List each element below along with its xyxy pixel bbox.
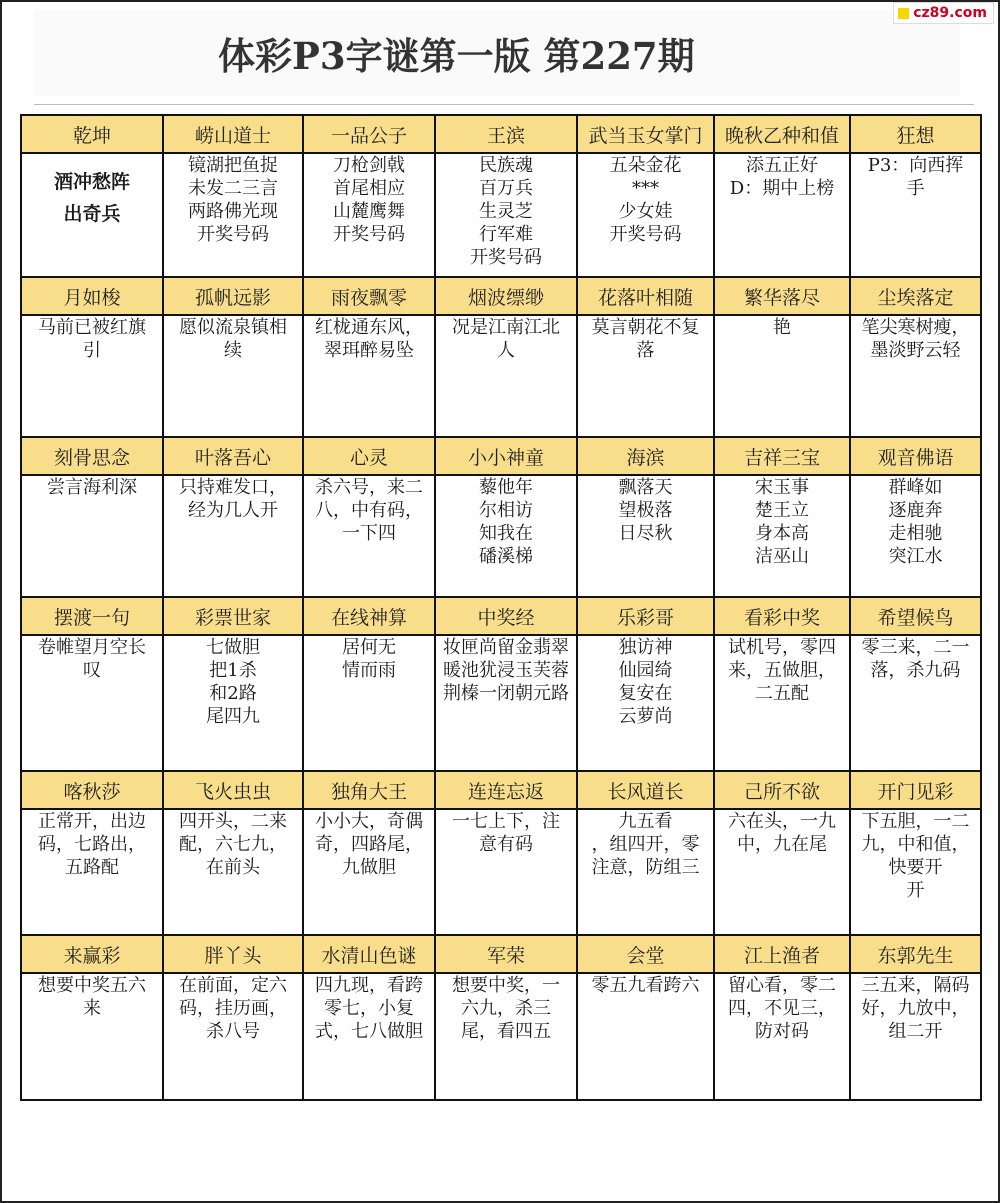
riddle-line: 未发二三言 [188, 178, 278, 199]
riddle-line: 配，六七九， [179, 834, 287, 855]
author-header: 军荣 [435, 935, 577, 973]
riddle-line: 少女娃 [618, 201, 673, 222]
riddle-line: 卷帷望月空长 [38, 637, 146, 658]
riddle-line: 妆匣尚留金翡翠 [443, 637, 569, 658]
riddle-line: 走相驰 [888, 523, 943, 544]
riddle-line: 愿似流泉镇相 [179, 317, 287, 338]
riddle-line: 零三来，二一 [861, 637, 970, 658]
riddle-cell [303, 809, 435, 935]
author-header: 崂山道士 [163, 115, 303, 153]
riddle-line: 九做胆 [342, 857, 396, 878]
header-row [21, 935, 981, 973]
riddle-line: 藜他年 [479, 477, 533, 498]
riddle-line: 百万兵 [479, 178, 533, 199]
riddle-line: 民族魂 [479, 155, 533, 176]
riddle-line: *** [632, 178, 659, 199]
riddle-line: 在前面，定六 [179, 975, 287, 996]
riddle-line: 小小大，奇偶 [315, 811, 423, 832]
riddle-line: 生灵芝 [479, 201, 533, 222]
watermark-text: cz89.com [913, 5, 987, 21]
riddle-line: 八，中有码， [315, 500, 423, 521]
riddle-cell [163, 635, 303, 771]
riddle-line: 式，七八做胆 [315, 1021, 423, 1042]
riddle-line: 想要中奖，一 [452, 975, 560, 996]
page-title: 体彩P3字谜第一版 第227期 [218, 34, 695, 78]
author-header: 雨夜飘零 [303, 277, 435, 315]
riddle-line: 正常开，出边 [38, 811, 146, 832]
riddle-line: 宋玉事 [755, 477, 809, 498]
header-row [21, 597, 981, 635]
riddle-cell [577, 809, 714, 935]
riddle-cell [163, 315, 303, 437]
riddle-line: 翠珥醉易坠 [324, 340, 414, 361]
author-header: 小小神童 [435, 437, 577, 475]
riddle-line: 快要开 [888, 857, 943, 878]
riddle-line: 注意，防组三 [591, 857, 700, 878]
riddle-cell [21, 153, 163, 277]
riddle-cell [714, 475, 850, 597]
riddle-line: 六九，杀三 [461, 998, 551, 1019]
riddle-line: P3：向西挥 [867, 155, 964, 176]
riddle-cell [435, 809, 577, 935]
riddle-cell [850, 635, 981, 771]
riddle-line: 四九现，看跨 [315, 975, 423, 996]
author-header: 水清山色谜 [303, 935, 435, 973]
header-row [21, 115, 981, 153]
riddle-line: 独访神 [618, 637, 673, 658]
author-header: 晚秋乙种和值 [714, 115, 850, 153]
riddle-line: 好，九放中， [861, 998, 970, 1019]
riddle-line: 艳 [773, 317, 791, 338]
riddle-line: 墨淡野云轻 [870, 340, 961, 361]
riddle-cell [577, 973, 714, 1100]
riddle-line: 三五来，隔码 [861, 975, 970, 996]
riddle-cell [714, 315, 850, 437]
riddle-line: 码，七路出， [38, 834, 146, 855]
riddle-line: 尔相访 [479, 500, 533, 521]
riddle-line: 况是江南江北 [452, 317, 560, 338]
riddle-line: 笔尖寒树瘦， [861, 317, 970, 338]
author-header: 在线神算 [303, 597, 435, 635]
riddle-cell [435, 153, 577, 277]
riddle-line: 零五九看跨六 [591, 975, 700, 996]
riddle-cell [850, 973, 981, 1100]
riddle-cell [303, 315, 435, 437]
riddle-line: 一七上下，注 [452, 811, 560, 832]
author-header: 武当玉女掌门 [577, 115, 714, 153]
author-header: 狂想 [850, 115, 981, 153]
riddle-line: 一下四 [342, 523, 396, 544]
riddle-cell [163, 153, 303, 277]
riddle-line: 仙园绮 [618, 660, 673, 681]
riddle-table [20, 114, 982, 1101]
riddle-line: 首尾相应 [333, 178, 405, 199]
riddle-line: 居何无 [342, 637, 396, 658]
author-header: 刻骨思念 [21, 437, 163, 475]
riddle-line: 九，中和值， [861, 834, 970, 855]
author-header: 摆渡一句 [21, 597, 163, 635]
riddle-line: 五路配 [65, 857, 119, 878]
riddle-line: 人 [497, 340, 515, 361]
riddle-row [21, 153, 981, 277]
author-header: 吉祥三宝 [714, 437, 850, 475]
riddle-line: 七做胆 [206, 637, 260, 658]
riddle-line: 想要中奖五六 [38, 975, 146, 996]
riddle-line: 在前头 [206, 857, 260, 878]
riddle-line: 留心看，零二 [728, 975, 836, 996]
riddle-line: 六在头，一九 [728, 811, 836, 832]
author-header: 烟波缥缈 [435, 277, 577, 315]
riddle-line: 情而雨 [342, 660, 396, 681]
riddle-cell [303, 153, 435, 277]
author-header: 长风道长 [577, 771, 714, 809]
riddle-line: 五朵金花 [609, 155, 682, 176]
author-header: 喀秋莎 [21, 771, 163, 809]
author-header: 来赢彩 [21, 935, 163, 973]
riddle-cell [850, 809, 981, 935]
riddle-line: 尾四九 [206, 706, 260, 727]
header-row [21, 277, 981, 315]
logo-square-icon [898, 8, 909, 19]
riddle-cell [714, 973, 850, 1100]
riddle-line: 添五正好 [746, 155, 818, 176]
riddle-line: 引 [83, 340, 101, 361]
riddle-line: 来，五做胆， [728, 660, 836, 681]
author-header: 花落叶相随 [577, 277, 714, 315]
riddle-line: 知我在 [479, 523, 533, 544]
riddle-line: 落，杀九码 [870, 660, 961, 681]
riddle-line: 磻溪梯 [479, 546, 533, 567]
author-header: 观音佛语 [850, 437, 981, 475]
riddle-line: 开奖号码 [197, 224, 269, 245]
riddle-cell [850, 153, 981, 277]
author-header: 希望候鸟 [850, 597, 981, 635]
riddle-cell [163, 475, 303, 597]
riddle-line: 楚王立 [755, 500, 809, 521]
riddle-cell [577, 635, 714, 771]
riddle-cell [163, 809, 303, 935]
riddle-line: 身本高 [755, 523, 809, 544]
riddle-cell [435, 635, 577, 771]
riddle-line: 逐鹿奔 [888, 500, 943, 521]
riddle-cell [714, 635, 850, 771]
author-header: 独角大王 [303, 771, 435, 809]
riddle-cell [714, 809, 850, 935]
riddle-line: 续 [224, 340, 242, 361]
author-header: 中奖经 [435, 597, 577, 635]
riddle-cell [21, 809, 163, 935]
riddle-line: ，组四开，零 [591, 834, 700, 855]
riddle-cell [21, 315, 163, 437]
riddle-cell [435, 475, 577, 597]
riddle-line: 莫言朝花不复 [591, 317, 700, 338]
riddle-cell [577, 315, 714, 437]
riddle-line: 下五胆，一二 [861, 811, 970, 832]
author-header: 开门见彩 [850, 771, 981, 809]
riddle-row [21, 475, 981, 597]
author-header: 叶落吾心 [163, 437, 303, 475]
riddle-line: 开奖号码 [333, 224, 405, 245]
riddle-line: 落 [636, 340, 655, 361]
riddle-line: 复安在 [618, 683, 673, 704]
riddle-line: 二五配 [755, 683, 809, 704]
riddle-line: 酒冲愁阵 [53, 171, 130, 193]
author-header: 己所不欲 [714, 771, 850, 809]
riddle-line: 开奖号码 [470, 247, 542, 268]
header-row [21, 437, 981, 475]
riddle-line: 望极落 [618, 500, 673, 521]
riddle-line: 两路佛光现 [188, 201, 278, 222]
riddle-cell [435, 315, 577, 437]
riddle-line: 只持难发口， [179, 477, 287, 498]
riddle-cell [714, 153, 850, 277]
author-header: 乐彩哥 [577, 597, 714, 635]
author-header: 王滨 [435, 115, 577, 153]
site-watermark[interactable] [893, 2, 994, 24]
riddle-row [21, 973, 981, 1100]
riddle-line: 经为几人开 [188, 500, 278, 521]
author-header: 海滨 [577, 437, 714, 475]
riddle-line: 洁巫山 [755, 546, 809, 567]
riddle-cell [163, 973, 303, 1100]
riddle-line: 开 [906, 880, 925, 901]
header-row [21, 771, 981, 809]
author-header: 彩票世家 [163, 597, 303, 635]
riddle-line: 暖池犹浸玉芙蓉 [443, 660, 569, 681]
riddle-line: D：期中上榜 [729, 178, 835, 199]
riddle-cell [435, 973, 577, 1100]
riddle-line: 叹 [83, 660, 101, 681]
riddle-line: 码，挂历画， [179, 998, 287, 1019]
riddle-cell [850, 315, 981, 437]
riddle-line: 来 [83, 998, 101, 1019]
riddle-cell [303, 973, 435, 1100]
riddle-cell [303, 475, 435, 597]
riddle-line: 荆榛一闭朝元路 [443, 683, 569, 704]
riddle-line: 飘落天 [618, 477, 673, 498]
riddle-line: 尝言海利深 [47, 477, 137, 498]
riddle-line: 杀八号 [206, 1021, 260, 1042]
riddle-line: 行军难 [479, 224, 533, 245]
riddle-line: 镜湖把鱼捉 [188, 155, 278, 176]
riddle-line: 出奇兵 [63, 203, 121, 225]
riddle-cell [303, 635, 435, 771]
riddle-line: 开奖号码 [609, 224, 682, 245]
riddle-line: 中，九在尾 [737, 834, 827, 855]
riddle-cell [21, 635, 163, 771]
riddle-line: 云萝尚 [618, 706, 673, 727]
riddle-cell [21, 475, 163, 597]
riddle-cell [850, 475, 981, 597]
author-header: 飞火虫虫 [163, 771, 303, 809]
riddle-line: 九五看 [618, 811, 673, 832]
riddle-line: 刀枪剑戟 [333, 155, 405, 176]
author-header: 心灵 [303, 437, 435, 475]
riddle-line: 日尽秋 [618, 523, 673, 544]
riddle-line: 把1杀 [209, 660, 257, 681]
riddle-line: 零七，小复 [324, 998, 414, 1019]
riddle-line: 意有码 [479, 834, 533, 855]
riddle-line: 红栊通东风， [315, 317, 423, 338]
author-header: 孤帆远影 [163, 277, 303, 315]
author-header: 月如梭 [21, 277, 163, 315]
riddle-line: 四，不见三， [728, 998, 836, 1019]
riddle-line: 试机号，零四 [728, 637, 836, 658]
riddle-line: 四开头，二来 [179, 811, 287, 832]
riddle-row [21, 315, 981, 437]
riddle-line: 防对码 [755, 1021, 809, 1042]
riddle-line: 杀六号，来二 [315, 477, 423, 498]
riddle-line: 手 [906, 178, 925, 199]
author-header: 尘埃落定 [850, 277, 981, 315]
author-header: 一品公子 [303, 115, 435, 153]
riddle-cell [577, 475, 714, 597]
author-header: 东郭先生 [850, 935, 981, 973]
author-header: 乾坤 [21, 115, 163, 153]
riddle-line: 和2路 [209, 683, 257, 704]
riddle-line: 突江水 [888, 546, 943, 567]
author-header: 繁华落尽 [714, 277, 850, 315]
riddle-line: 组二开 [888, 1021, 943, 1042]
title-divider [34, 104, 974, 105]
author-header: 连连忘返 [435, 771, 577, 809]
author-header: 看彩中奖 [714, 597, 850, 635]
riddle-line: 尾，看四五 [461, 1021, 551, 1042]
riddle-cell [21, 973, 163, 1100]
riddle-line: 山麓鹰舞 [333, 201, 405, 222]
riddle-line: 马前已被红旗 [38, 317, 146, 338]
riddle-cell [577, 153, 714, 277]
riddle-line: 群峰如 [888, 477, 943, 498]
author-header: 胖丫头 [163, 935, 303, 973]
riddle-line: 奇，四路尾， [315, 834, 423, 855]
riddle-row [21, 635, 981, 771]
author-header: 会堂 [577, 935, 714, 973]
author-header: 江上渔者 [714, 935, 850, 973]
riddle-row [21, 809, 981, 935]
